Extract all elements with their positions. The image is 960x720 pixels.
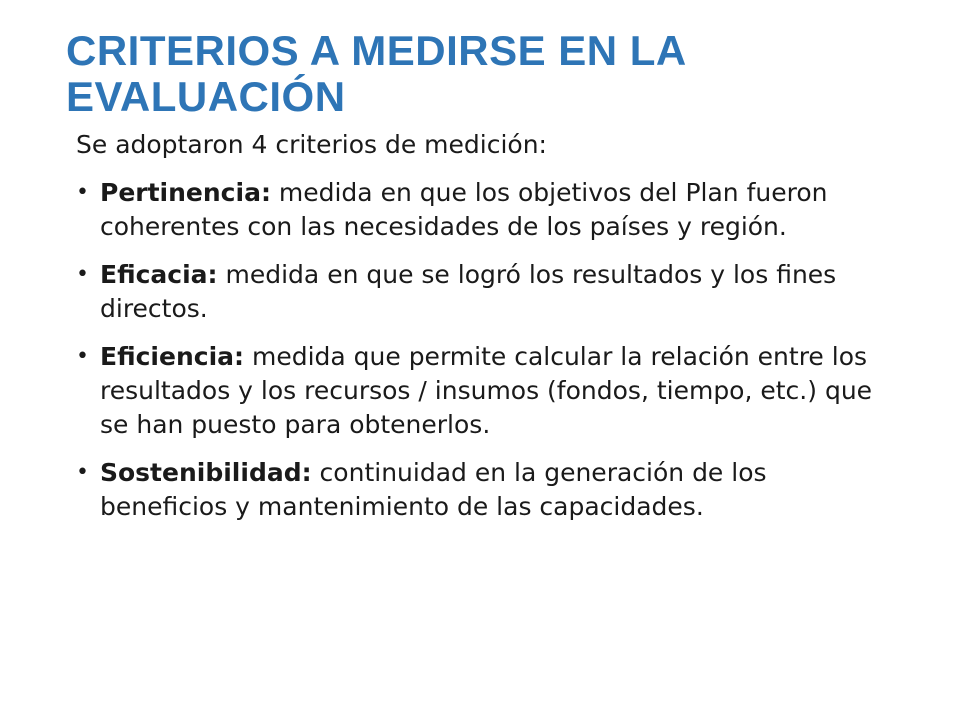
criterion-term: Eficacia: xyxy=(100,260,218,289)
bullet-icon: • xyxy=(76,262,89,287)
criteria-list xyxy=(76,176,876,524)
slide-body xyxy=(76,128,876,538)
criterion-description: continuidad en la generación de los beneficios y mantenimiento de las capacidades. xyxy=(100,458,767,521)
criterion-description: medida en que los objetivos del Plan fueron coherentes con las necesidades de los países y región. xyxy=(100,178,828,241)
bullet-icon: • xyxy=(76,180,89,205)
intro-text: Se adoptaron 4 criterios de medición: xyxy=(76,130,547,159)
bullet-icon: • xyxy=(76,344,89,369)
criterion-term: Eficiencia: xyxy=(100,342,245,371)
slide-title: CRITERIOS A MEDIRSE EN LA EVALUACIÓN xyxy=(66,27,686,120)
criterion-item-pertinencia xyxy=(76,176,876,244)
criterion-term: Sostenibilidad: xyxy=(100,458,312,487)
criterion-description: medida que permite calcular la relación entre los resultados y los recursos / insumos (fondos, tiempo, etc.) que se han puesto para obtenerlos. xyxy=(100,342,873,439)
criterion-item-eficiencia xyxy=(76,340,876,442)
criterion-term: Pertinencia: xyxy=(100,178,271,207)
criterion-description: medida en que se logró los resultados y los fines directos. xyxy=(100,260,837,323)
criterion-item-sostenibilidad xyxy=(76,456,876,524)
criterion-item-eficacia xyxy=(76,258,876,326)
bullet-icon: • xyxy=(76,460,89,485)
